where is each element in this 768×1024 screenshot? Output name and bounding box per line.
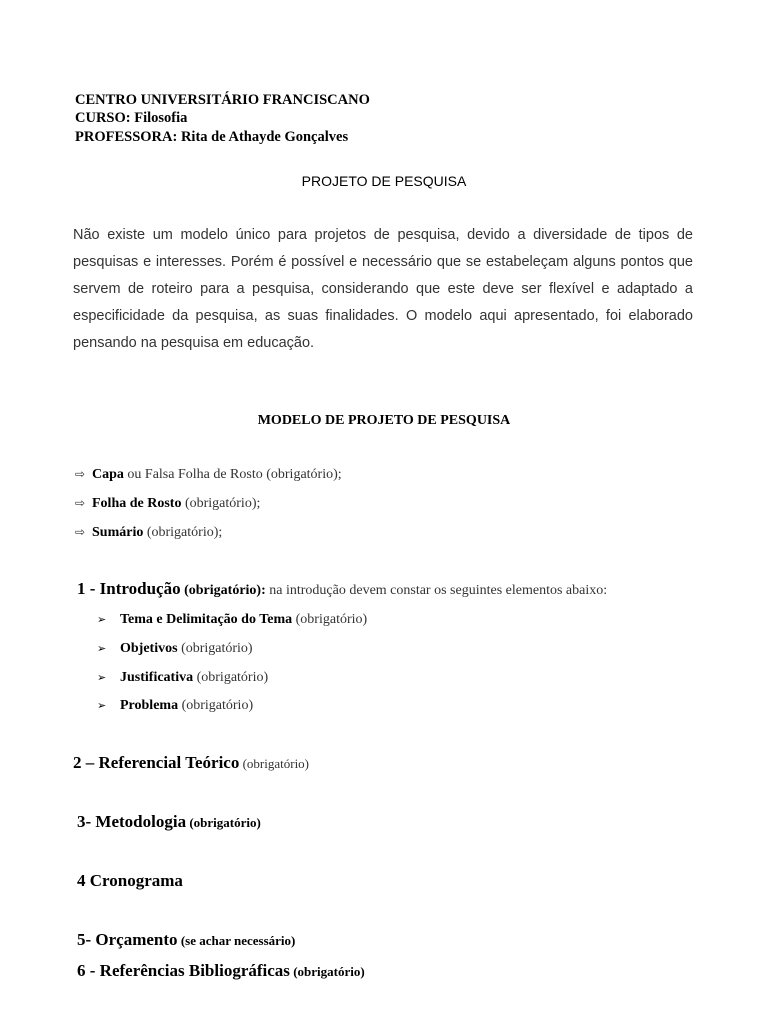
professor-line: PROFESSORA: Rita de Athayde Gonçalves [75, 129, 349, 145]
list-item-capa: ⇨ Capa ou Falsa Folha de Rosto (obrigatório); [75, 467, 342, 482]
chevron-bullet-icon: ➢ [97, 699, 107, 712]
sub-item-tema: ➢ Tema e Delimitação do Tema (obrigatório) [97, 612, 368, 627]
list-item-folha-de-rosto: ⇨ Folha de Rosto (obrigatório); [75, 496, 261, 511]
section-metodologia: 3- Metodologia (obrigatório) [77, 812, 261, 831]
model-title: MODELO DE PROJETO DE PESQUISA [257, 413, 511, 428]
right-outline-arrow-icon: ⇨ [75, 467, 86, 481]
intro-paragraph: Não existe um modelo único para projetos de pesquisa, devido a diversidade de tipos de pesquisas e interesses. Porém é possível e necessário que se estabeleçam alguns pontos que servem de roteiro para a pesquisa, considerando que este deve ser flexível e adaptado a especificidade da pesquisa, as suas finalidades. O modelo aqui apresentado, foi elaborado pensando na pesquisa em educação. [73, 227, 693, 351]
right-outline-arrow-icon: ⇨ [75, 525, 86, 539]
chevron-bullet-icon: ➢ [97, 642, 107, 655]
sub-item-justificativa: ➢ Justificativa (obrigatório) [97, 670, 269, 685]
sub-item-objetivos: ➢ Objetivos (obrigatório) [97, 641, 253, 656]
document-title: PROJETO DE PESQUISA [301, 173, 467, 189]
section-orcamento: 5- Orçamento (se achar necessário) [77, 930, 296, 949]
sub-item-problema: ➢ Problema (obrigatório) [97, 698, 254, 713]
section-referencias: 6 - Referências Bibliográficas (obrigatório) [77, 961, 365, 980]
course-line: CURSO: Filosofia [75, 110, 188, 126]
right-outline-arrow-icon: ⇨ [75, 496, 86, 510]
section-referencial-teorico: 2 – Referencial Teórico (obrigatório) [73, 753, 310, 772]
chevron-bullet-icon: ➢ [97, 671, 107, 684]
chevron-bullet-icon: ➢ [97, 613, 107, 626]
section-introducao: 1 - Introdução (obrigatório): na introdução devem constar os seguintes elementos abaixo: [77, 579, 608, 598]
institution-name: CENTRO UNIVERSITÁRIO FRANCISCANO [75, 92, 370, 108]
list-item-sumario: ⇨ Sumário (obrigatório); [75, 525, 223, 540]
section-cronograma: 4 Cronograma [77, 871, 183, 890]
